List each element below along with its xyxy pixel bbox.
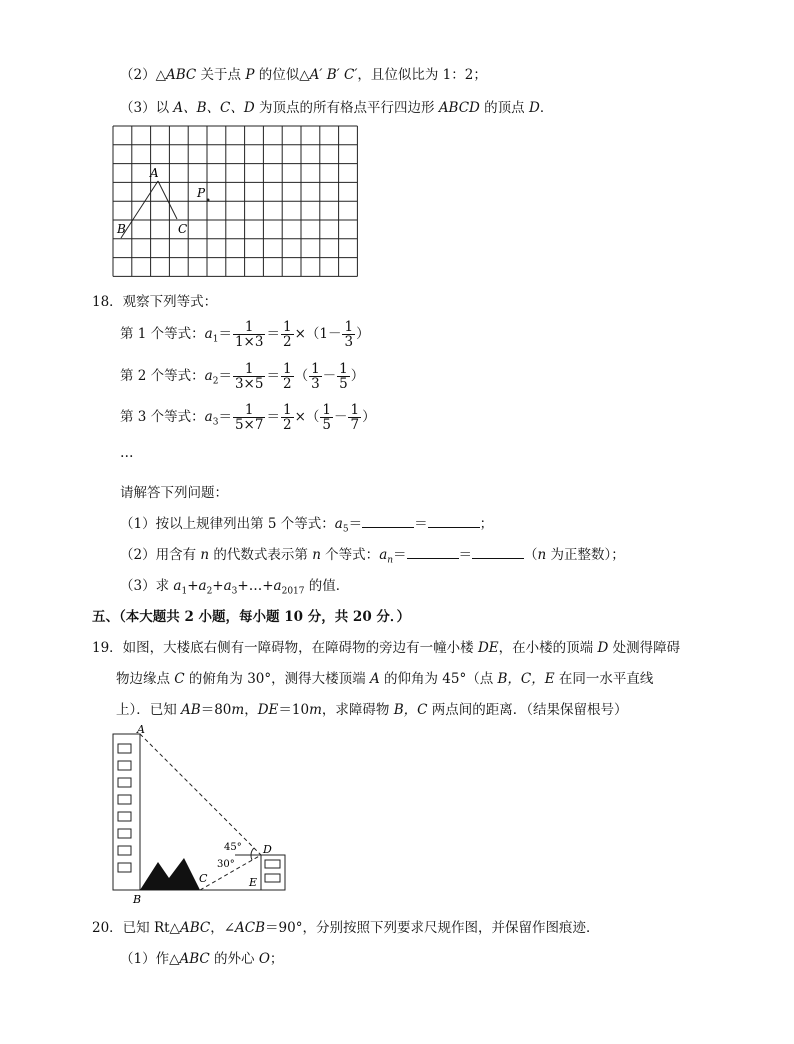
text: （2）用含有 [120,547,201,563]
text: a [273,578,282,594]
obstacle [140,858,200,890]
fraction [281,320,294,349]
text: 1 [282,361,292,377]
text: ＝ [414,516,428,532]
text: ABC [165,67,197,83]
text: a [223,578,232,594]
section-heading: 五、（本大题共 2 小题，每小题 10 分，共 20 分．） [92,609,411,625]
q18-part3 [120,574,349,597]
text: 1×3 [234,334,264,350]
text: 1 [311,361,320,377]
text: 的顶点 [479,100,529,116]
text: m [231,702,245,718]
text: 的仰角为 45°（点 [379,671,498,687]
text: 为顶点的所有格点平行四边形 [254,100,439,116]
text: 第 3 个等式： [120,409,205,425]
q18-eq2: 第 2 个等式：$a_2=$ $\frac{1}{3\times 5}$ ＝ $\frac{1}{2}$ （ $\frac{1}{3}$ － $\frac{1}{5}$ ） [120,361,365,392]
fraction [281,362,294,391]
text: 19．如图，大楼底右侧有一障碍物，在障碍物的旁边有一幢小楼 [92,640,478,656]
text: ACB [235,920,266,936]
text: C [174,671,185,687]
q18-title: 18．观察下列等式： [92,294,218,310]
text: 1 [233,362,266,377]
text: 1 [282,319,292,335]
text: ＝ [458,547,473,563]
text: 两点间的距离．（结果保留根号） [427,702,628,718]
angle-arc-30 [251,855,252,860]
small-window [265,860,280,868]
text: × [294,409,306,425]
fraction [342,320,355,349]
label-a: A [137,723,145,736]
text: （3）求 [120,578,174,594]
text: a [173,578,182,594]
text: n [200,547,210,563]
text: 1 [339,361,348,377]
answer-blank[interactable] [362,515,414,528]
text: 上）．已知 [116,702,182,718]
text: （3）以 [120,100,174,116]
text: ABCD [438,100,480,116]
label-a: A [150,166,159,180]
fraction [309,362,322,391]
building-window [118,795,131,804]
fraction [348,403,361,432]
text: 的位似△ [254,67,310,83]
text: a [334,516,343,532]
segment-ac [158,181,177,219]
fraction [233,362,266,391]
text: 1 [344,319,354,335]
text: （1）按以上规律列出第 5 个等式： [120,516,335,532]
q18-part1 [120,512,493,535]
text: a [198,578,207,594]
text: ，在小楼的顶端 [498,640,598,656]
text: 1 [233,320,266,335]
text: 2 [282,334,292,350]
text: n [387,555,394,566]
building-window [118,812,131,821]
text: 20．已知 Rt△ [92,920,180,936]
grid-lines [113,126,357,276]
text: 第 2 个等式： [120,368,205,384]
building-window [118,829,131,838]
text: ＝ [348,516,363,532]
segment-ab [121,181,158,238]
q18-ask: 请解答下列问题： [120,485,228,501]
fraction [233,320,266,349]
text: A、B、C、D [173,100,255,116]
text: 5 [342,524,349,535]
building-window [118,846,131,855]
q17-grid-figure [112,125,374,281]
text: 1 [233,403,266,418]
fraction [337,362,350,391]
text: n [312,547,321,563]
text: ， [244,702,258,718]
text: 在同一水平直线 [554,671,654,687]
q18-eq3: 第 3 个等式：$a_3=$ $\frac{1}{5\times 7}$ ＝ $\frac{1}{2}$ ×（ $\frac{1}{5}$ － $\frac{1}{7}$ ） [120,402,376,433]
text: 2 [206,586,213,597]
text: 的代数式表示第 [209,547,313,563]
sightline-da [140,734,261,855]
small-window [265,874,280,882]
building-window [118,778,131,787]
point-p [207,199,210,202]
text: DE [257,702,279,718]
text: × [294,326,306,342]
text: 物边缘点 [116,671,175,687]
q19-line1 [92,636,680,656]
text: ，且位似比为 1：2； [357,67,487,83]
label-c: C [199,872,208,885]
label-e: E [249,876,258,889]
text: ABC [179,951,210,967]
fraction [281,403,294,432]
text: ＝80 [200,702,232,718]
text: 1 [322,402,331,418]
text: 2017 [281,586,305,597]
text: 第 1 个等式： [120,326,205,342]
building-window [118,761,131,770]
text: ，∠ [210,920,236,936]
text: a [204,368,213,384]
text: （ [524,547,538,563]
text: ＝ [393,547,407,563]
text: A [369,671,380,687]
text: A′ B′ C′ [309,67,358,83]
text: 处测得障碍 [608,640,681,656]
q19-line2 [116,667,653,687]
text: 个等式： [320,547,380,563]
text: 2 [212,376,219,387]
q18-eq1: 第 1 个等式：$a_1=$ $\frac{1}{1\times 3}$ ＝ $\frac{1}{2}$ ×（1－ $\frac{1}{3}$ ） [120,319,370,350]
text: 5 [322,417,331,433]
q19-figure [105,722,290,907]
text: ； [479,516,494,532]
fraction [320,403,333,432]
angle-arc-45 [251,848,254,855]
text: B，C [393,702,428,718]
label-b: B [117,222,126,236]
text: + [212,578,224,594]
answer-blank[interactable] [428,515,480,528]
text: D [597,640,609,656]
text: n [537,547,547,563]
text: 关于点 [196,67,246,83]
q17-part2 [120,63,487,83]
text: ，求障碍物 [321,702,394,718]
text: D [528,100,540,116]
text: 的外心 [209,951,259,967]
answer-blank[interactable] [472,546,524,559]
label-b: B [133,893,142,906]
text: 的值． [304,578,350,594]
text: ； [269,951,284,967]
text: 3 [344,334,354,350]
label-d: D [263,843,272,856]
text: P [245,67,255,83]
q18-ellipsis: … [120,445,134,461]
building-window [118,744,131,753]
text: 5×7 [234,417,264,433]
text: m [309,702,322,718]
text: 1 [350,402,360,418]
text: 3 [231,586,238,597]
text: +…+ [237,578,274,594]
text: 1 [181,586,188,597]
q18-part2 [120,543,625,566]
text: a [204,409,213,425]
label-c: C [178,222,188,236]
answer-blank[interactable] [407,546,459,559]
building-windows [118,744,131,872]
text: a [379,547,388,563]
text: DE [477,640,499,656]
text: ． [539,100,554,116]
text: B，C，E [497,671,555,687]
building-window [118,863,131,872]
text: 5 [339,376,348,392]
text: 7 [350,417,360,433]
text: + [187,578,199,594]
text: a [204,326,213,342]
text: 1 [212,334,219,345]
text: ABC [179,920,211,936]
text: 的俯角为 30°，测得大楼顶端 [184,671,370,687]
q20-part1 [120,947,283,967]
q20-line1 [92,916,599,936]
text: O [258,951,270,967]
q19-line3 [116,698,628,718]
text: （1）作△ [120,951,180,967]
text: 为正整数）； [546,547,625,563]
text: （2）△ [120,67,166,83]
text: 3 [212,417,219,428]
text: ＝10 [278,702,310,718]
q17-part3 [120,96,553,116]
fraction [233,403,266,432]
text: 3 [311,376,320,392]
text: 2 [282,376,292,392]
text: 1 [282,402,292,418]
text: 2 [282,417,292,433]
angle-45-label: 45° [224,842,242,853]
label-p: P [197,186,206,200]
angle-30-label: 30° [217,859,235,870]
text: 3×5 [234,376,264,392]
text: ＝90°，分别按照下列要求尺规作图，并保留作图痕迹． [265,920,600,936]
text: AB [181,702,201,718]
